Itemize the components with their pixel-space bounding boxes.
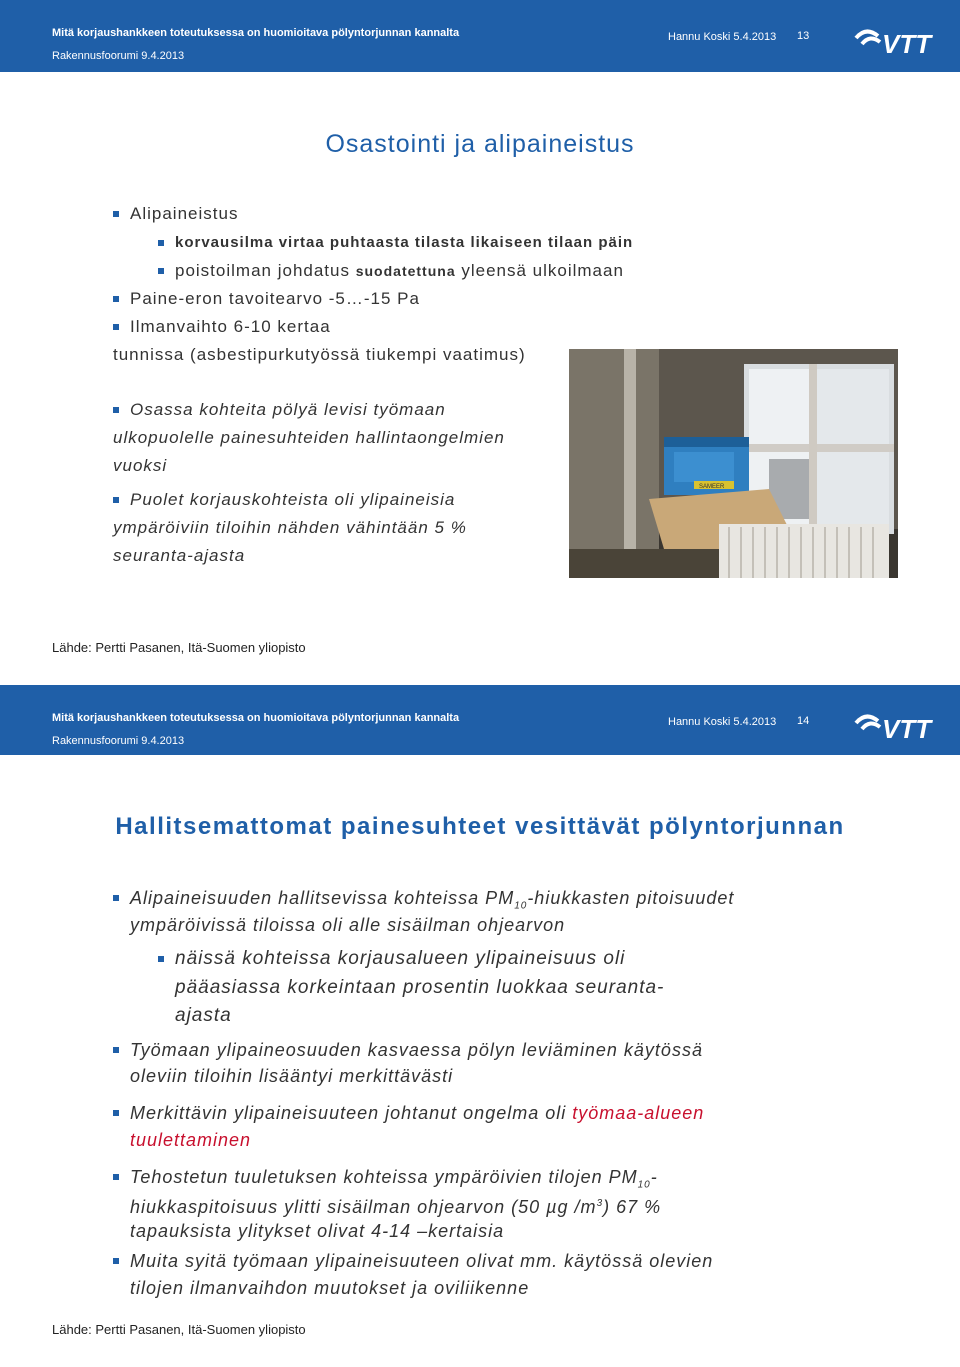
source-citation: Lähde: Pertti Pasanen, Itä-Suomen yliopisto xyxy=(52,640,306,655)
bullet-muita-syita: Muita syitä työmaan ylipaineisuuteen olivat mm. käytössä olevien xyxy=(130,1247,713,1275)
bullet-tehostetun-line3: tapauksista ylitykset olivat 4-14 –kertaisia xyxy=(130,1221,505,1241)
bullet-alipaineistus: Alipaineistus xyxy=(130,200,238,228)
bullet-puolet-line2: ympäröiviin tiloihin nähden vähintään 5 % xyxy=(113,518,467,537)
header-subtitle: Rakennusfoorumi 9.4.2013 xyxy=(52,50,185,62)
pm-subscript: 10 xyxy=(637,1179,651,1191)
vtt-logo xyxy=(852,22,942,58)
header-author-date: Hannu Koski 5.4.2013 xyxy=(668,31,777,43)
bullet-tyomaan-line2: oleviin tiloihin lisääntyi merkittävästi xyxy=(130,1066,454,1086)
header-title: Mitä korjaushankkeen toteutuksessa on huomioitava pölyntorjunnan kannalta xyxy=(52,712,460,724)
logo-text: VTT xyxy=(882,714,932,743)
slide-title: Hallitsemattomat painesuhteet vesittävät pölyntorjunnan xyxy=(115,813,845,840)
slide-header xyxy=(0,0,960,72)
suodatettuna-text: suodatettuna xyxy=(355,263,456,279)
m3-superscript: 3 xyxy=(596,1198,604,1209)
bullet-puolet: Puolet korjauskohteista oli ylipaineisia xyxy=(130,486,455,514)
slide-title: Osastointi ja alipaineistus xyxy=(325,130,635,158)
page-number: 13 xyxy=(797,30,810,42)
bullet-paine-ero: Paine-eron tavoitearvo -5…-15 Pa xyxy=(130,285,420,313)
tyomaa-alueen-highlight: työmaa-alueen xyxy=(572,1103,705,1123)
bullet-ilmanvaihto-cont: tunnissa (asbestipurkutyössä tiukempi vaatimus) xyxy=(113,345,526,364)
tehostetun-dash: - xyxy=(650,1167,658,1187)
page-number: 14 xyxy=(797,715,810,727)
sub-bullet-naissa-kohteissa: näissä kohteissa korjausalueen ylipaineisuus oli xyxy=(175,945,625,973)
bullet-tyomaan-ylipaine: Työmaan ylipaineosuuden kasvaessa pölyn leviäminen käytössä xyxy=(130,1036,703,1064)
logo-text: VTT xyxy=(882,29,932,58)
bullet-alipaineisuuden-line2: ympäröivissä tiloissa oli alle sisäilman ohjearvon xyxy=(130,915,566,935)
hiukkasten-text: -hiukkasten pitoisuudet xyxy=(527,888,735,908)
sub-bullet-poistoilma xyxy=(175,257,624,285)
purifier-label: SAMEER xyxy=(699,484,725,490)
sub-bullet-korvausilma: korvausilma virtaa puhtaasta tilasta likaiseen tilaan päin xyxy=(175,229,633,257)
pm-subscript: 10 xyxy=(514,900,528,912)
photo-air-purifier-by-window xyxy=(569,349,898,578)
header-author-date: Hannu Koski 5.4.2013 xyxy=(668,716,777,728)
bullet-osassa-kohteita: Osassa kohteita pölyä levisi työmaan xyxy=(130,396,446,424)
bullet-muita-line2: tilojen ilmanvaihdon muutokset ja oviliikenne xyxy=(130,1278,530,1298)
percent-text: ) 67 % xyxy=(603,1197,662,1217)
tuulettaminen-highlight: tuulettaminen xyxy=(130,1130,252,1150)
bullet-osassa-line3: vuoksi xyxy=(113,456,168,475)
bullet-puolet-line3: seuranta-ajasta xyxy=(113,546,246,565)
slide-header xyxy=(0,685,960,755)
vtt-logo xyxy=(852,707,942,743)
bullet-ilmanvaihto: Ilmanvaihto 6-10 kertaa xyxy=(130,313,331,341)
ohjearvo-text: hiukkaspitoisuus ylitti sisäilman ohjearvon (50 µg /m xyxy=(130,1197,597,1217)
header-title: Mitä korjaushankkeen toteutuksessa on huomioitava pölyntorjunnan kannalta xyxy=(52,27,460,39)
bullet-osassa-line2: ulkopuolelle painesuhteiden hallintaongelmien xyxy=(113,428,505,447)
bullet-merkittavin xyxy=(130,1099,704,1127)
slide-13 xyxy=(0,0,960,665)
tehostetun-text: Tehostetun tuuletuksen kohteissa ympäröivien tilojen PM xyxy=(130,1167,638,1187)
source-citation: Lähde: Pertti Pasanen, Itä-Suomen yliopisto xyxy=(52,1322,306,1337)
slide-14 xyxy=(0,685,960,1367)
sub-bullet-naissa-line2: pääasiassa korkeintaan prosentin luokkaa seuranta- xyxy=(175,977,665,998)
alipaineisuuden-text: Alipaineisuuden hallitsevissa kohteissa PM xyxy=(130,888,515,908)
sub-bullet-naissa-line3: ajasta xyxy=(175,1005,232,1026)
merkittavin-text: Merkittävin ylipaineisuuteen johtanut ongelma oli xyxy=(130,1103,573,1123)
header-subtitle: Rakennusfoorumi 9.4.2013 xyxy=(52,735,185,747)
poistoilma-text: poistoilman johdatus xyxy=(175,261,356,280)
ulkoilmaan-text: yleensä ulkoilmaan xyxy=(455,261,624,280)
